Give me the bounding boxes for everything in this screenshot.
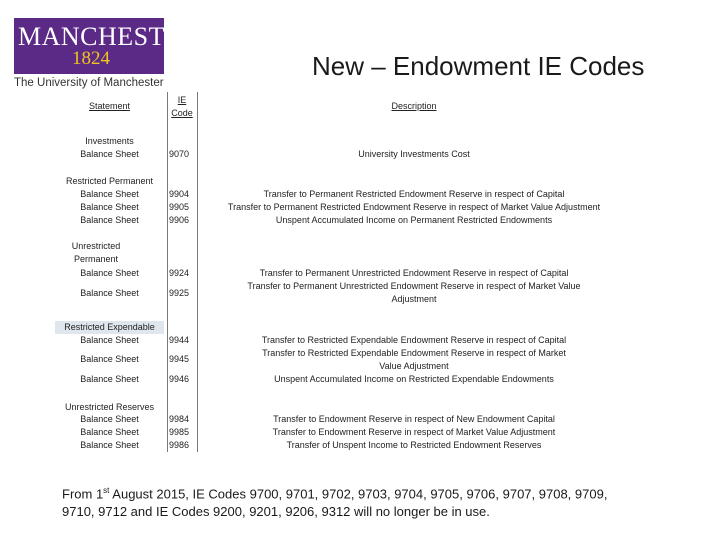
row-statement: Balance Sheet — [80, 215, 139, 225]
note-text: August 2015, IE Codes 9700, 9701, 9702, 9703, 9704, 9705, 9706, 9707, 9708, 9709, 9710, 9712 and IE Codes 9200, 9201, 9206, 9312 will no longer be in use. — [62, 486, 608, 520]
row-code: 9986 — [169, 440, 190, 450]
group-unrestricted-reserves-label: Unrestricted Reserves — [64, 402, 155, 412]
logo-subtitle: The University of Manchester — [14, 77, 164, 89]
page-title: New – Endowment IE Codes — [312, 51, 645, 81]
row-description: Transfer to Restricted Expendable Endowment Reserve in respect of Market Value Adjustment — [262, 348, 566, 371]
header-description: Description — [391, 101, 437, 111]
group-restricted-permanent-label: Restricted Permanent — [65, 176, 154, 186]
row-statement: Balance Sheet — [80, 149, 139, 159]
row-code: 9924 — [169, 268, 190, 278]
row-statement: Balance Sheet — [80, 374, 139, 384]
row-description: Transfer of Unspent Income to Restricted Endowment Reserves — [286, 440, 542, 450]
row-code: 9946 — [169, 374, 190, 384]
header-code: IE Code — [171, 95, 193, 118]
row-description: Transfer to Endowment Reserve in respect of New Endowment Capital — [273, 414, 555, 424]
row-description: Transfer to Permanent Unrestricted Endowment Reserve in respect of Market Value Adjustment — [247, 281, 581, 304]
logo-wordmark: MANCHESTER — [18, 22, 200, 51]
row-statement: Balance Sheet — [80, 288, 139, 298]
logo-mark — [14, 18, 200, 74]
row-code: 9925 — [169, 288, 190, 298]
column-divider — [197, 92, 198, 452]
row-description: Transfer to Permanent Unrestricted Endowment Reserve in respect of Capital — [259, 268, 569, 278]
row-code: 9906 — [169, 215, 190, 225]
row-code: 9985 — [169, 427, 190, 437]
group-restricted-expendable-label: Restricted Expendable — [55, 321, 164, 334]
row-code: 9905 — [169, 202, 190, 212]
group-investments-label: Investments — [85, 136, 134, 146]
header-statement: Statement — [88, 101, 131, 111]
row-description: Transfer to Permanent Restricted Endowment Reserve in respect of Capital — [263, 189, 565, 199]
note-superscript: st — [103, 486, 110, 495]
row-code: 9904 — [169, 189, 190, 199]
row-statement: Balance Sheet — [80, 427, 139, 437]
row-code: 9944 — [169, 335, 190, 345]
row-statement: Balance Sheet — [80, 268, 139, 278]
row-statement: Balance Sheet — [80, 202, 139, 212]
note-prefix: From 1 — [62, 486, 104, 502]
column-divider — [167, 92, 168, 452]
row-statement: Balance Sheet — [80, 414, 139, 424]
footnote — [62, 482, 642, 521]
group-unrestricted-permanent-label: Unrestricted Permanent — [71, 241, 121, 264]
row-code: 9070 — [169, 149, 190, 159]
row-code: 9984 — [169, 414, 190, 424]
row-statement: Balance Sheet — [80, 189, 139, 199]
row-statement: Balance Sheet — [80, 354, 139, 364]
row-description: Unspent Accumulated Income on Permanent Restricted Endowments — [275, 215, 553, 225]
row-description: Transfer to Endowment Reserve in respect of Market Value Adjustment — [272, 427, 556, 437]
row-description: Unspent Accumulated Income on Restricted Expendable Endowments — [274, 374, 554, 384]
logo-year: 1824 — [72, 48, 110, 69]
row-statement: Balance Sheet — [80, 440, 139, 450]
row-statement: Balance Sheet — [80, 335, 139, 345]
university-logo — [14, 18, 200, 89]
row-description: Transfer to Restricted Expendable Endowment Reserve in respect of Capital — [261, 335, 567, 345]
row-code: 9945 — [169, 354, 190, 364]
row-description: University Investments Cost — [358, 149, 470, 159]
row-description: Transfer to Permanent Restricted Endowment Reserve in respect of Market Value Adjustment — [227, 202, 601, 212]
